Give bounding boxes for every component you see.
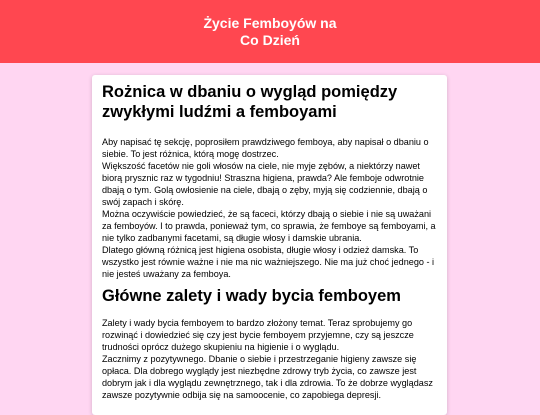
paragraph: Można oczywiście powiedzieć, że są faceci, którzy dbają o siebie i nie są uważani za femboyów. I to prawda, ponieważ tym, co sprawia, że femboye są femboyami, a nie tylko zadbanymi facetami, są długie włosy i damskie ubrania. — [102, 209, 436, 243]
section-title-differences: Rożnica w dbaniu o wygląd pomiędzy zwykłymi ludźmi a femboyami — [102, 83, 398, 121]
paragraph: Dlatego główną różnicą jest higiena osobista, długie włosy i odzież damska. To wszystko jest równie ważne i nie ma nic ważniejszego. Nie ma już choć jednego - i nie jesteś uważany za femboya. — [102, 245, 435, 279]
site-header — [0, 0, 540, 63]
paragraph: Zacznimy z pozytywnego. Dbanie o siebie i przestrzeganie higieny zawsze się opłaca. Dla dobrego wyglądy jest niezbędne zdrowy tryb życia, co zawsze jest dobrym jak i dla wyglądu zewnętrznego, tak i dla zdrowia. To że dobrze wyglądasz zawsze pozytywnie odbija się na samoocenie, co zapobiega depresji. — [102, 354, 433, 400]
section-title-pros-cons: Główne zalety i wady bycia femboyem — [102, 287, 401, 305]
section-body-differences — [102, 136, 438, 280]
section-body-pros-cons — [102, 317, 438, 401]
site-title: Życie Femboyów na Co Dzień — [203, 15, 337, 48]
article-card — [92, 75, 447, 415]
paragraph: Większość facetów nie goli włosów na ciele, nie myje zębów, a niektórzy nawet biorą prysznic raz w tygodniu! Straszna higiena, prawda? Ale femboje odwrotnie dbają o tym. Golą owłosienie na ciele, dbają o zęby, myją się codziennie, dbają o swój zapach i skórę. — [102, 161, 428, 207]
paragraph: Zalety i wady bycia femboyem to bardzo złożony temat. Teraz sprobujemy go rozwinąć i dowiedzieć się czy jest bycie femboyem przyjemne, czy są jeszcze trudności oprócz dużego skupieniu na higienie i o wyglądu. — [102, 318, 414, 352]
paragraph: Aby napisać tę sekcję, poprosiłem prawdziwego femboya, aby napisał o dbaniu o siebie. To jest różnica, którą mogę dostrzec. — [102, 137, 429, 159]
